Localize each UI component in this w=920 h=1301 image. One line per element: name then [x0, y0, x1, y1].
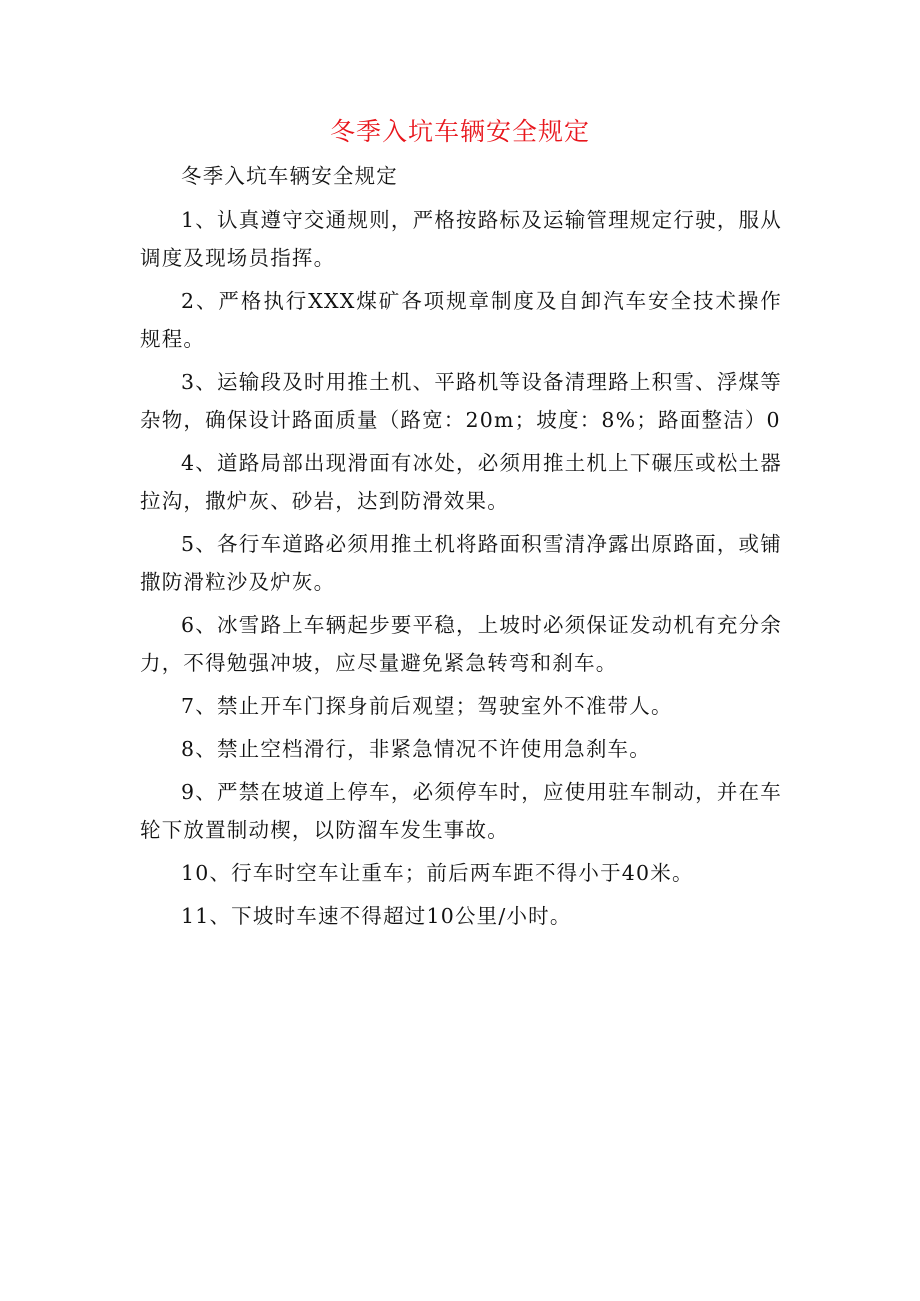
rule-item-11: 11、下坡时车速不得超过10公里/小时。	[181, 904, 572, 928]
rule-item-2: 2、严格执行XXX煤矿各项规章制度及自卸汽车安全技术操作规程。	[140, 289, 782, 351]
document-body	[140, 157, 782, 940]
rule-item-1: 1、认真遵守交通规则，严格按路标及运输管理规定行驶，服从调度及现场员指挥。	[140, 208, 782, 270]
rule-item-4: 4、道路局部出现滑面有冰处，必须用推土机上下碾压或松土器拉沟，撒炉灰、砂岩，达到防滑效果。	[140, 451, 782, 513]
document-title: 冬季入坑车辆安全规定	[329, 117, 590, 146]
rule-item-8: 8、禁止空档滑行，非紧急情况不许使用急刹车。	[181, 737, 651, 761]
rule-item-10: 10、行车时空车让重车；前后两车距不得小于40米。	[181, 861, 694, 885]
rule-item-9: 9、严禁在坡道上停车，必须停车时，应使用驻车制动，并在车轮下放置制动楔，以防溜车发生事故。	[140, 780, 782, 842]
rule-item-7: 7、禁止开车门探身前后观望；驾驶室外不准带人。	[181, 694, 673, 718]
document-subtitle: 冬季入坑车辆安全规定	[181, 164, 398, 188]
rule-item-5: 5、各行车道路必须用推土机将路面积雪清净露出原路面，或铺撒防滑粒沙及炉灰。	[140, 532, 782, 594]
rule-item-3: 3、运输段及时用推土机、平路机等设备清理路上积雪、浮煤等杂物，确保设计路面质量（路宽：20m；坡度：8%；路面整洁）0	[140, 370, 782, 432]
rule-item-6: 6、冰雪路上车辆起步要平稳，上坡时必须保证发动机有充分余力，不得勉强冲坡，应尽量避免紧急转弯和刹车。	[140, 613, 782, 675]
